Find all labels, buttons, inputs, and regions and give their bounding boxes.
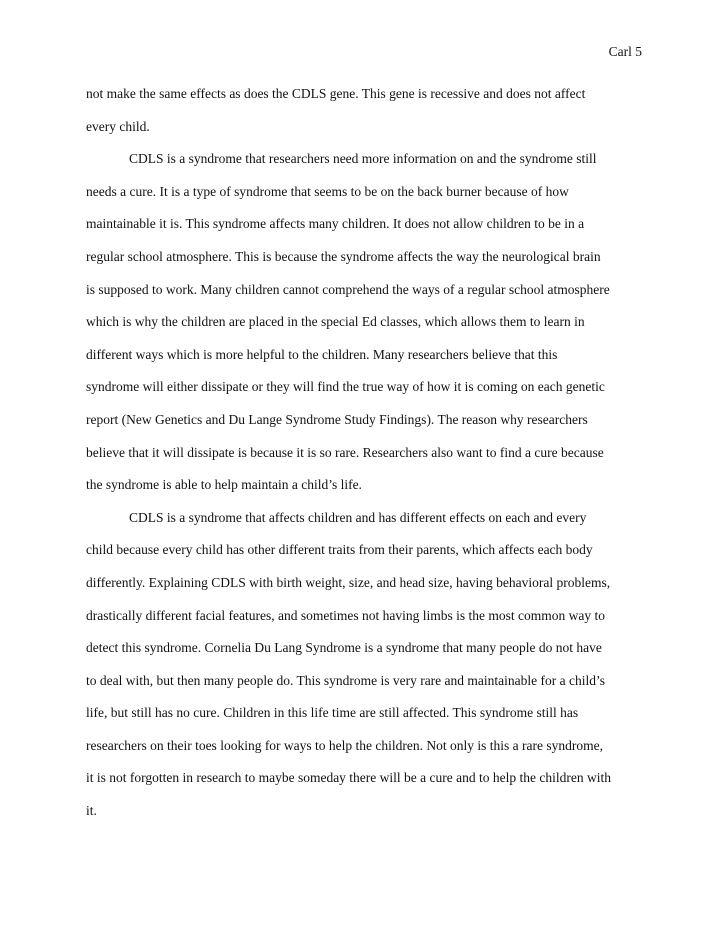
text-line: regular school atmosphere. This is because the syndrome affects the way the neurological brain <box>86 248 601 264</box>
text-line: different ways which is more helpful to the children. Many researchers believe that this <box>86 346 558 362</box>
text-line: the syndrome is able to help maintain a child’s life. <box>86 477 362 493</box>
text-line: which is why the children are placed in the special Ed classes, which allows them to learn in <box>86 314 585 330</box>
text-line: it. <box>86 803 97 819</box>
text-line: drastically different facial features, and sometimes not having limbs is the most common way to <box>86 607 605 623</box>
text-line: is supposed to work. Many children cannot comprehend the ways of a regular school atmosphere <box>86 281 610 297</box>
text-line: to deal with, but then many people do. This syndrome is very rare and maintainable for a child’s <box>86 672 605 688</box>
text-line: syndrome will either dissipate or they will find the true way of how it is coming on each genetic <box>86 379 605 395</box>
paragraph-start-line: CDLS is a syndrome that researchers need more information on and the syndrome still <box>129 151 597 167</box>
running-head: Carl 5 <box>608 44 642 59</box>
paragraph-start-line: CDLS is a syndrome that affects children and has different effects on each and every <box>129 509 587 525</box>
text-line: every child. <box>86 118 150 134</box>
text-line: detect this syndrome. Cornelia Du Lang Syndrome is a syndrome that many people do not have <box>86 640 602 656</box>
text-line: researchers on their toes looking for ways to help the children. Not only is this a rare syndrome, <box>86 737 603 753</box>
text-line: believe that it will dissipate is because it is so rare. Researchers also want to find a cure because <box>86 444 604 460</box>
text-line: life, but still has no cure. Children in this life time are still affected. This syndrome still has <box>86 705 579 721</box>
text-line: child because every child has other different traits from their parents, which affects each body <box>86 542 593 558</box>
document-body <box>86 85 646 835</box>
text-line: report (New Genetics and Du Lange Syndrome Study Findings). The reason why researchers <box>86 411 588 427</box>
text-line: it is not forgotten in research to maybe someday there will be a cure and to help the children with <box>86 770 611 786</box>
text-line: maintainable it is. This syndrome affects many children. It does not allow children to be in a <box>86 216 585 232</box>
text-line: differently. Explaining CDLS with birth weight, size, and head size, having behavioral problems, <box>86 574 611 590</box>
text-line: not make the same effects as does the CDLS gene. This gene is recessive and does not affect <box>86 86 586 101</box>
text-line: needs a cure. It is a type of syndrome that seems to be on the back burner because of how <box>86 183 569 199</box>
